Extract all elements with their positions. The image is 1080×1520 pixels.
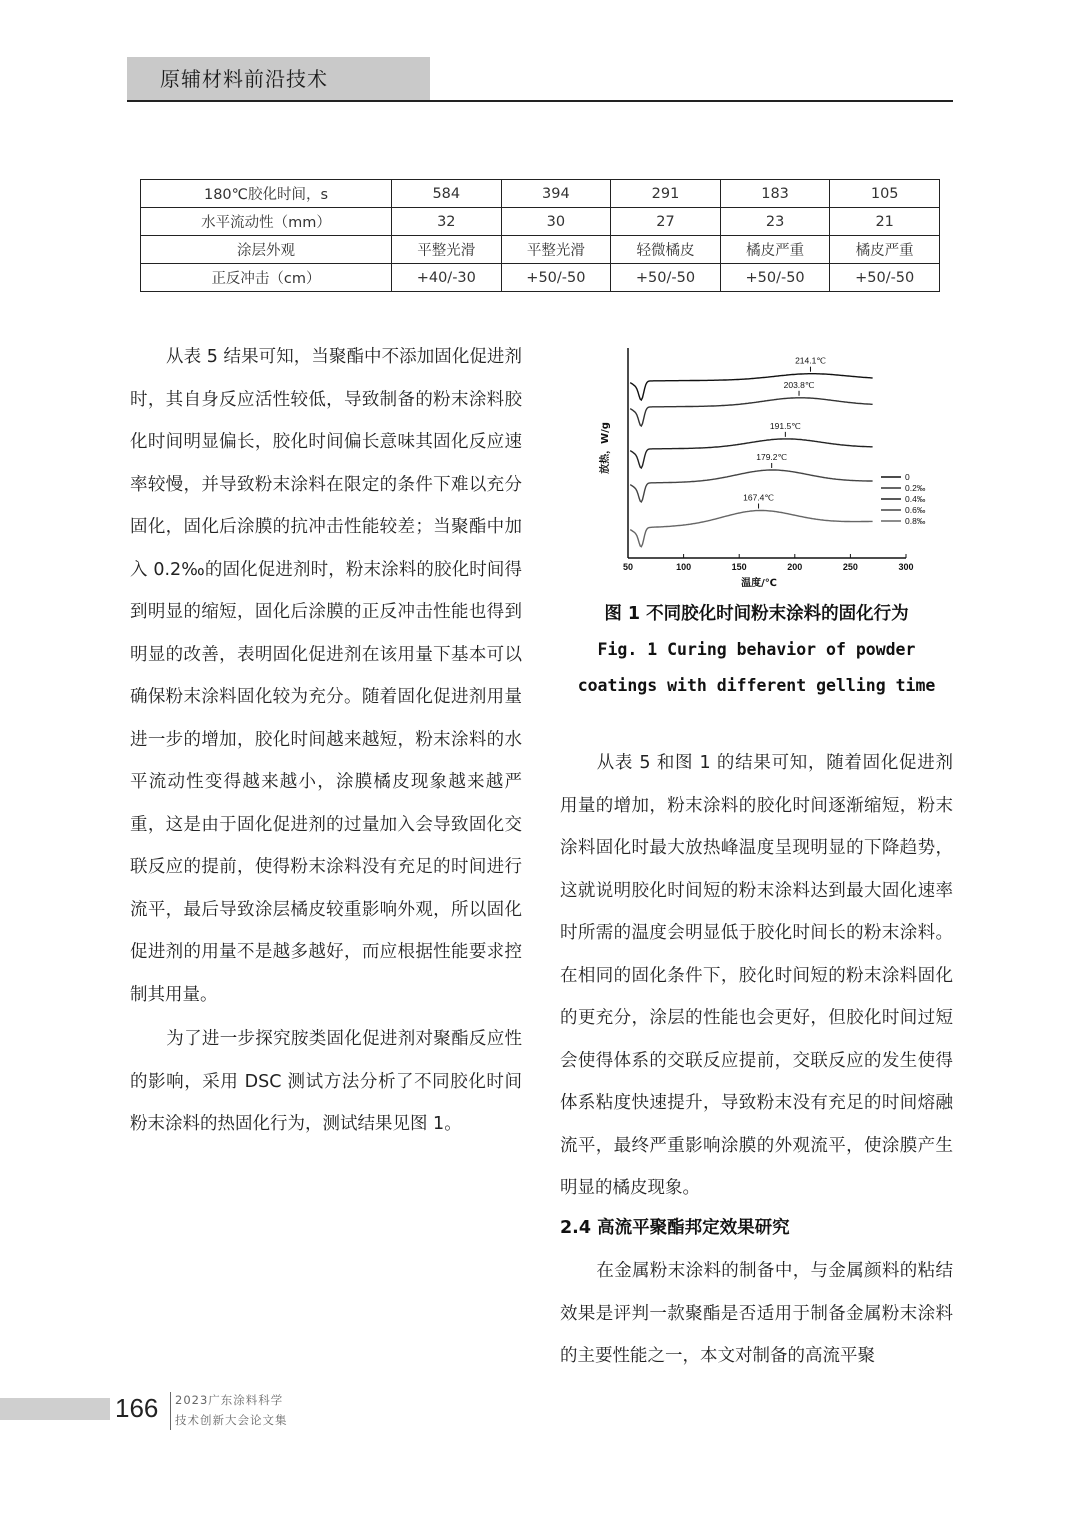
page-number: 166 — [115, 1393, 159, 1423]
legend-entry: 0.6‰ — [905, 505, 926, 515]
peak-label: 179.2℃ — [756, 451, 788, 462]
table-row-label: 180℃胶化时间，s — [141, 180, 392, 208]
paragraph-text: 为了进一步探究胺类固化促进剂对聚酯反应性的影响，采用 DSC 测试方法分析了不同胶化时间粉末涂料的热固化行为，测试结果见图 1。 — [130, 1029, 522, 1134]
table-cell: 30 — [501, 208, 611, 236]
body-paragraph — [560, 742, 953, 1210]
peak-label: 167.4℃ — [743, 492, 774, 503]
table-cell: 平整光滑 — [392, 236, 502, 264]
series-line — [630, 398, 872, 426]
table-row — [141, 236, 940, 264]
table-cell: +50/-50 — [720, 264, 830, 292]
x-tick-label: 50 — [622, 562, 634, 572]
peak-label: 191.5℃ — [769, 420, 801, 431]
series-line — [630, 439, 872, 468]
table-row-label: 水平流动性（mm） — [141, 208, 392, 236]
table-cell: 183 — [720, 180, 830, 208]
x-tick-label: 100 — [676, 562, 692, 572]
table-row — [141, 208, 940, 236]
table-row — [141, 264, 940, 292]
x-tick-label: 300 — [898, 562, 914, 572]
table-cell: +50/-50 — [501, 264, 611, 292]
paragraph-text: 在金属粉末涂料的制备中，与金属颜料的粘结效果是评判一款聚酯是否适用于制备金属粉末涂料的主要性能之一，本文对制备的高流平聚 — [560, 1261, 953, 1366]
series-line — [630, 374, 872, 400]
running-header-title: 原辅材料前沿技术 — [160, 67, 328, 91]
y-axis-label: 放热，W/g — [600, 422, 611, 474]
table-cell: 584 — [392, 180, 502, 208]
figure-caption-en: coatings with different gelling time — [577, 676, 936, 695]
table-cell: 23 — [720, 208, 830, 236]
table-row — [141, 180, 940, 208]
table-cell: +40/-30 — [392, 264, 502, 292]
results-table — [140, 179, 940, 292]
table-cell: 橘皮严重 — [830, 236, 940, 264]
header-rule — [127, 100, 953, 102]
legend-entry: 0.2‰ — [905, 483, 926, 493]
peak-label: 203.8℃ — [783, 379, 815, 390]
x-tick-label: 150 — [731, 562, 747, 572]
table-row-label: 正反冲击（cm） — [141, 264, 392, 292]
dsc-chart — [576, 340, 926, 595]
table-cell: 105 — [830, 180, 940, 208]
x-tick-label: 200 — [787, 562, 803, 572]
paragraph-text: 从表 5 结果可知，当聚酯中不添加固化促进剂时，其自身反应活性较低，导致制备的粉末涂料胶化时间明显偏长，胶化时间偏长意味其固化反应速率较慢，并导致粉末涂料在限定的条件下难以充分固化，固化后涂膜的抗冲击性能较差；当聚酯中加入 0.2‰的固化促进剂时，粉末涂料的胶化时间得到明显的缩短，固化后涂膜的正反冲击性能也得到明显的改善，表明固化促进剂在该用量下基本可以确保粉末涂料固化较为充分。随着固化促进剂用量进一步的增加，胶化时间越来越短，粉末涂料的水平流动性变得越来越小，涂膜橘皮现象越来越严重，这是由于固化促进剂的过量加入会导致固化交联反应的提前，使得粉末涂料没有充足的时间进行流平，最后导致涂层橘皮较重影响外观，所以固化促进剂的用量不是越多越好，而应根据性能要求控制其用量。 — [130, 347, 522, 1005]
footer-divider — [170, 1392, 171, 1430]
footer-proceedings-line1: 2023广东涂料科学 — [175, 1393, 284, 1407]
table-cell: 394 — [501, 180, 611, 208]
legend-entry: 0 — [905, 472, 910, 482]
figure-caption-en: Fig. 1 Curing behavior of powder — [597, 640, 916, 659]
table-cell: 291 — [611, 180, 721, 208]
body-paragraph — [130, 1018, 522, 1146]
figure-caption-cn: 图 1 不同胶化时间粉末涂料的固化行为 — [604, 604, 909, 624]
table-cell: 平整光滑 — [501, 236, 611, 264]
footer-proceedings-line2: 技术创新大会论文集 — [175, 1413, 288, 1427]
footer-bar — [0, 1398, 110, 1420]
body-paragraph — [130, 336, 522, 1016]
table-cell: 27 — [611, 208, 721, 236]
table-row-label: 涂层外观 — [141, 236, 392, 264]
x-axis-label: 温度/℃ — [741, 578, 777, 589]
legend-entry: 0.4‰ — [905, 494, 926, 504]
section-heading: 2.4 高流平聚酯邦定效果研究 — [560, 1218, 790, 1238]
table-cell: 32 — [392, 208, 502, 236]
body-paragraph — [560, 1250, 953, 1378]
x-tick-label: 250 — [842, 562, 858, 572]
table-cell: +50/-50 — [830, 264, 940, 292]
table-cell: 轻微橘皮 — [611, 236, 721, 264]
table-cell: 21 — [830, 208, 940, 236]
series-line — [630, 511, 872, 547]
legend-entry: 0.8‰ — [905, 516, 926, 526]
peak-label: 214.1℃ — [795, 355, 826, 366]
table-cell: +50/-50 — [611, 264, 721, 292]
paragraph-text: 从表 5 和图 1 的结果可知，随着固化促进剂用量的增加，粉末涂料的胶化时间逐渐缩短，粉末涂料固化时最大放热峰温度呈现明显的下降趋势，这就说明胶化时间短的粉末涂料达到最大固化速率时所需的温度会明显低于胶化时间长的粉末涂料。在相同的固化条件下，胶化时间短的粉末涂料固化的更充分，涂层的性能也会更好，但胶化时间过短会使得体系的交联反应提前，交联反应的发生使得体系粘度快速提升，导致粉末没有充足的时间熔融流平，最终严重影响涂膜的外观流平，使涂膜产生明显的橘皮现象。 — [560, 753, 953, 1198]
table-cell: 橘皮严重 — [720, 236, 830, 264]
